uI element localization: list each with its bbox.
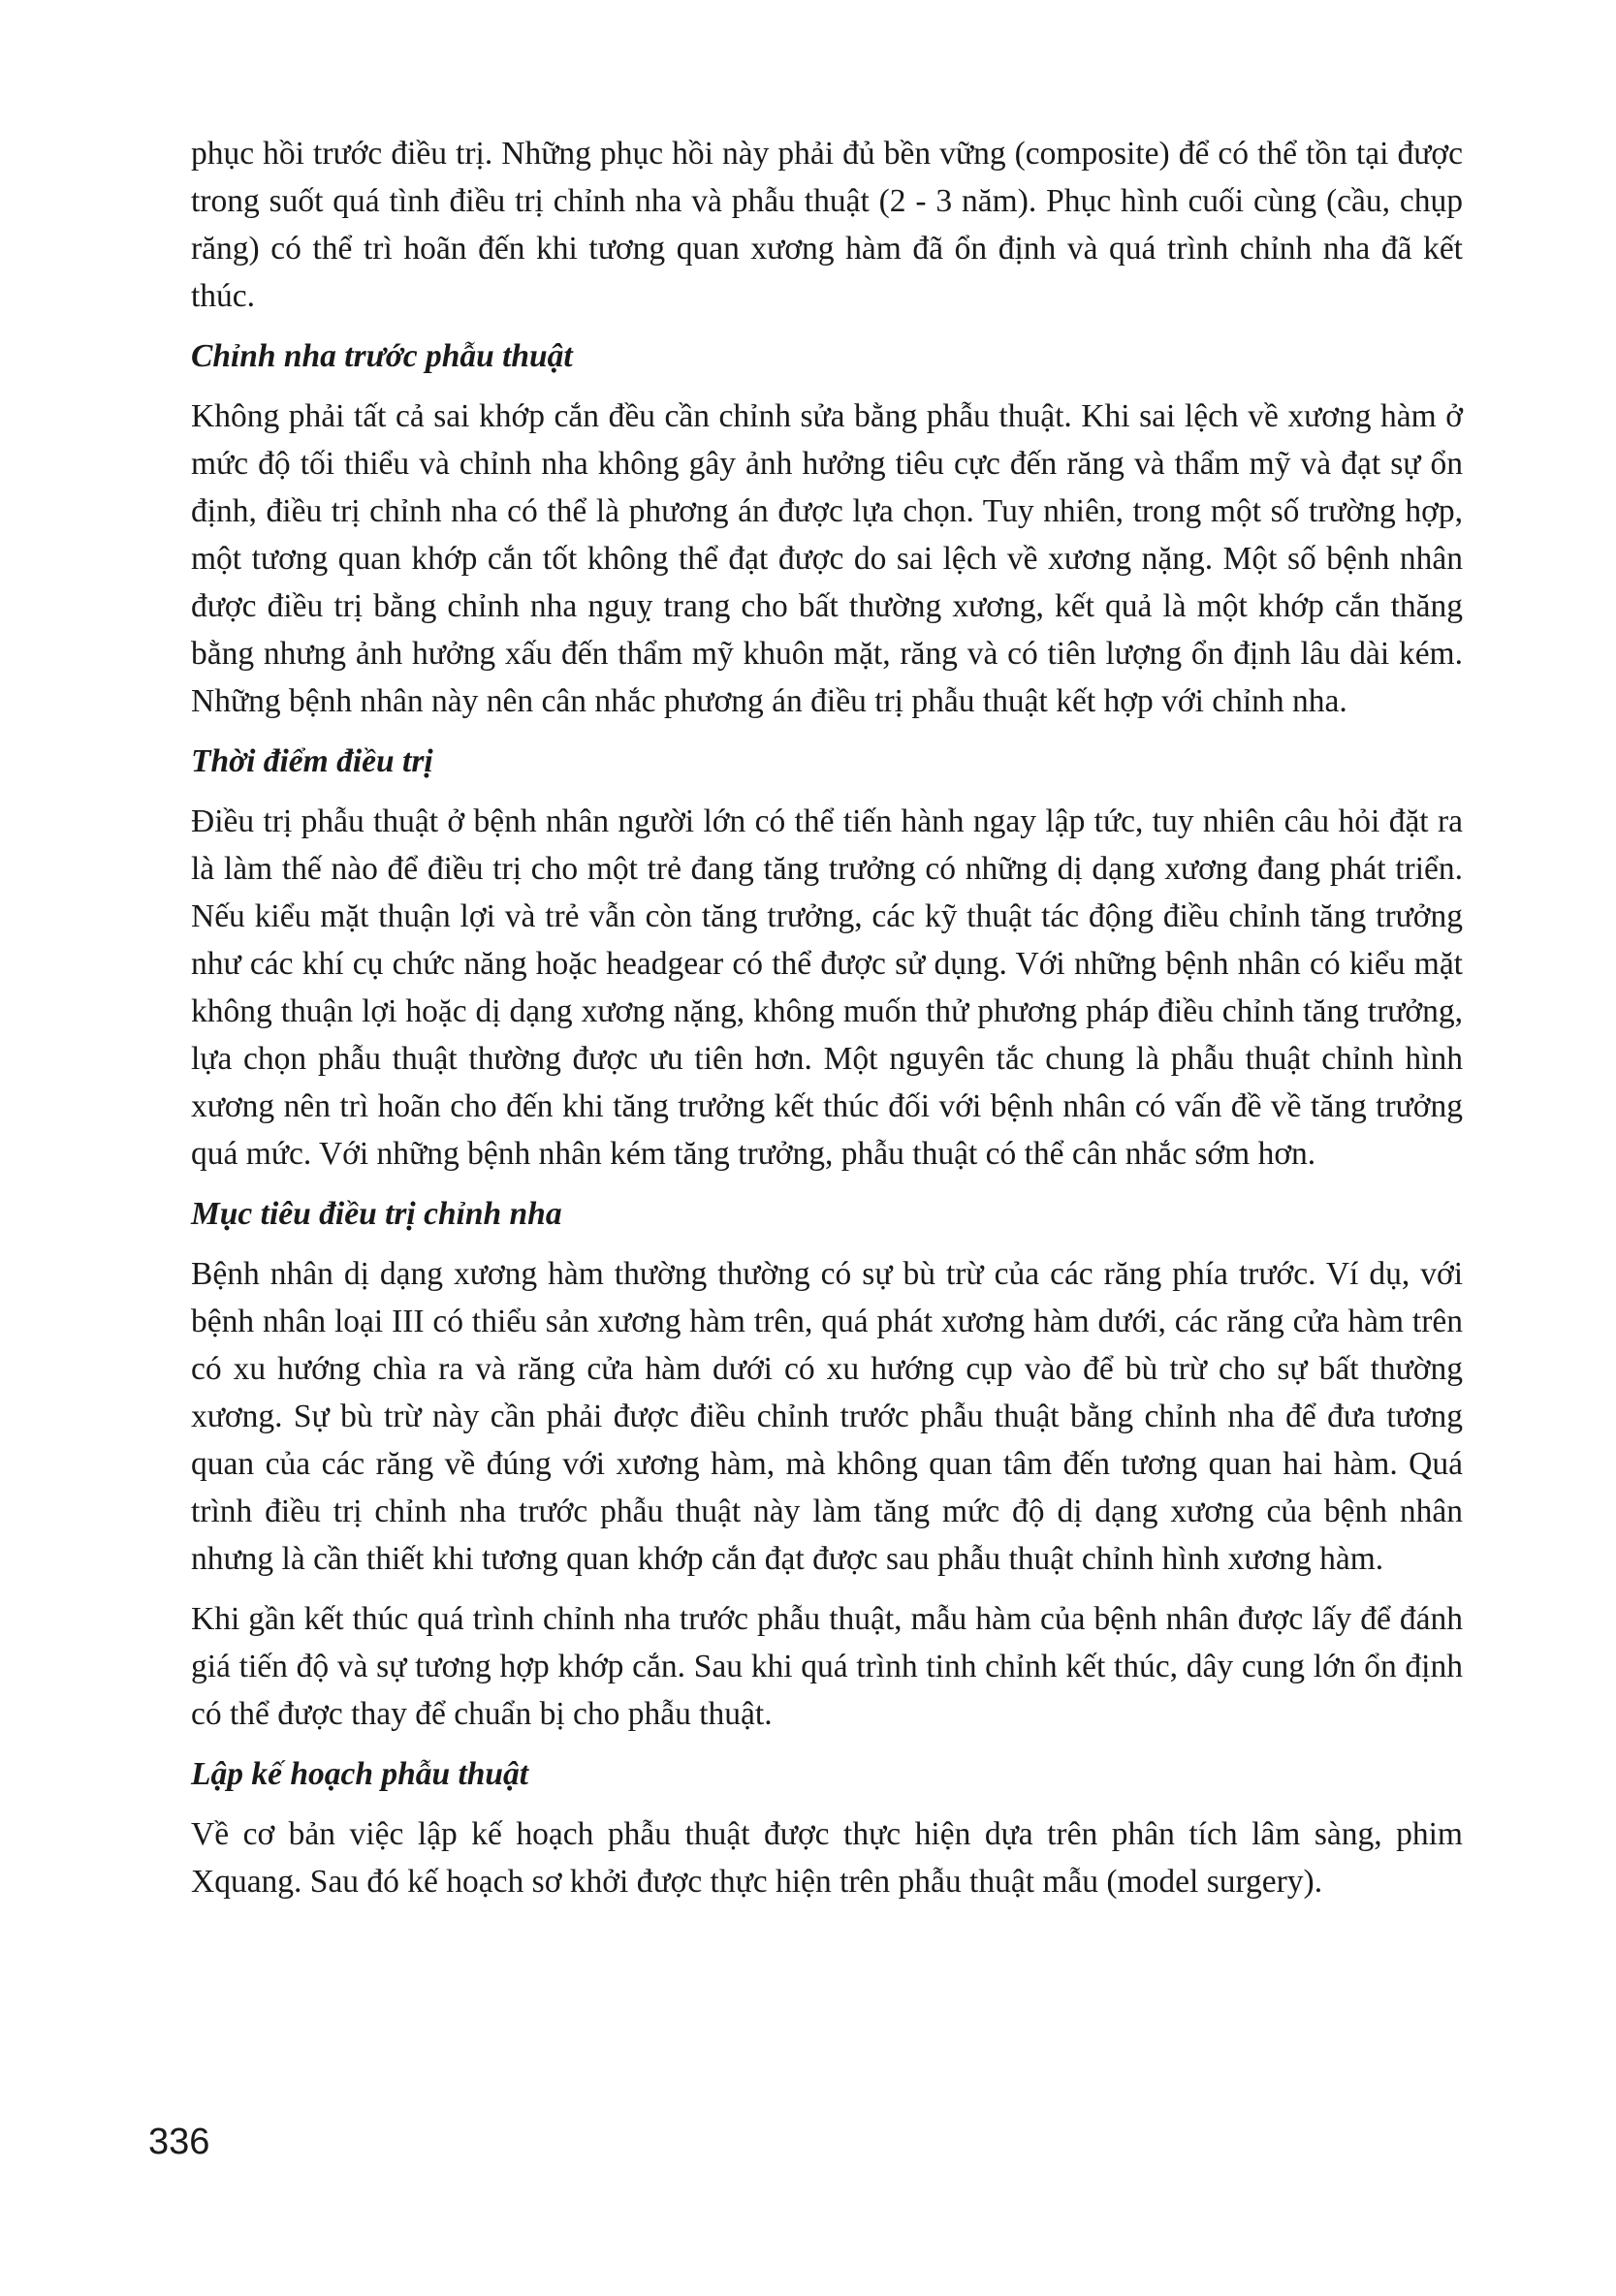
paragraph-finishing-orthodontics: Khi gần kết thúc quá trình chỉnh nha trước phẫu thuật, mẫu hàm của bệnh nhân được lấy để đánh giá tiến độ và sự tương hợp khớp cắn. Sau khi quá trình tinh chỉnh kết thúc, dây cung lớn ổn định có thể được thay để chuẩn bị cho phẫu thuật. [191, 1601, 1463, 1732]
page-body [191, 130, 1463, 1905]
paragraph-restoration: phục hồi trước điều trị. Những phục hồi này phải đủ bền vững (composite) để có thể tồn tại được trong suốt quá tình điều trị chỉnh nha và phẫu thuật (2 - 3 năm). Phục hình cuối cùng (cầu, chụp răng) có thể trì hoãn đến khi tương quan xương hàm đã ổn định và quá trình chỉnh nha đã kết thúc. [191, 136, 1463, 314]
heading-orthodontic-goals: Mục tiêu điều trị chỉnh nha [191, 1196, 562, 1232]
paragraph-presurgical-orthodontics: Không phải tất cả sai khớp cắn đều cần chỉnh sửa bằng phẫu thuật. Khi sai lệch về xương hàm ở mức độ tối thiểu và chỉnh nha không gây ảnh hưởng tiêu cực đến răng và thẩm mỹ và đạt sự ổn định, điều trị chỉnh nha có thể là phương án được lựa chọn. Tuy nhiên, trong một số trường hợp, một tương quan khớp cắn tốt không thể đạt được do sai lệch về xương nặng. Một số bệnh nhân được điều trị bằng chỉnh nha nguỵ trang cho bất thường xương, kết quả là một khớp cắn thăng bằng nhưng ảnh hưởng xấu đến thẩm mỹ khuôn mặt, răng và có tiên lượng ổn định lâu dài kém. Những bệnh nhân này nên cân nhắc phương án điều trị phẫu thuật kết hợp với chỉnh nha. [191, 398, 1463, 719]
paragraph-treatment-timing: Điều trị phẫu thuật ở bệnh nhân người lớn có thể tiến hành ngay lập tức, tuy nhiên câu hỏi đặt ra là làm thế nào để điều trị cho một trẻ đang tăng trưởng có những dị dạng xương đang phát triển. Nếu kiểu mặt thuận lợi và trẻ vẫn còn tăng trưởng, các kỹ thuật tác động điều chỉnh tăng trưởng như các khí cụ chức năng hoặc headgear có thể được sử dụng. Với những bệnh nhân có kiểu mặt không thuận lợi hoặc dị dạng xương nặng, không muốn thử phương pháp điều chỉnh tăng trưởng, lựa chọn phẫu thuật thường được ưu tiên hơn. Một nguyên tắc chung là phẫu thuật chỉnh hình xương nên trì hoãn cho đến khi tăng trưởng kết thúc đối với bệnh nhân có vấn đề về tăng trưởng quá mức. Với những bệnh nhân kém tăng trưởng, phẫu thuật có thể cân nhắc sớm hơn. [191, 803, 1463, 1172]
heading-surgical-planning: Lập kế hoạch phẫu thuật [191, 1756, 529, 1792]
heading-presurgical-orthodontics: Chỉnh nha trước phẫu thuật [191, 338, 573, 374]
paragraph-surgical-planning: Về cơ bản việc lập kế hoạch phẫu thuật được thực hiện dựa trên phân tích lâm sàng, phim Xquang. Sau đó kế hoạch sơ khởi được thực hiện trên phẫu thuật mẫu (model surgery). [191, 1816, 1463, 1900]
heading-treatment-timing: Thời điểm điều trị [191, 743, 433, 779]
page-number: 336 [148, 2122, 210, 2162]
paragraph-orthodontic-goals: Bệnh nhân dị dạng xương hàm thường thường có sự bù trừ của các răng phía trước. Ví dụ, với bệnh nhân loại III có thiểu sản xương hàm trên, quá phát xương hàm dưới, các răng cửa hàm trên có xu hướng chìa ra và răng cửa hàm dưới có xu hướng cụp vào để bù trừ cho sự bất thường xương. Sự bù trừ này cần phải được điều chỉnh trước phẫu thuật bằng chỉnh nha để đưa tương quan của các răng về đúng với xương hàm, mà không quan tâm đến tương quan hai hàm. Quá trình điều trị chỉnh nha trước phẫu thuật này làm tăng mức độ dị dạng xương của bệnh nhân nhưng là cần thiết khi tương quan khớp cắn đạt được sau phẫu thuật chỉnh hình xương hàm. [191, 1256, 1463, 1577]
